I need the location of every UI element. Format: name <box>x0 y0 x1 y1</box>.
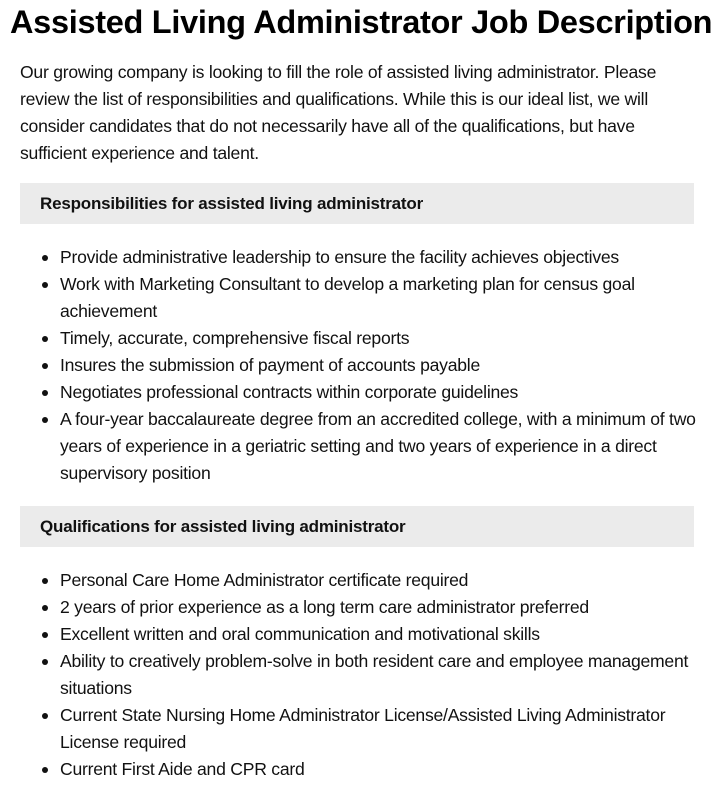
page-title: Assisted Living Administrator Job Description <box>10 4 713 40</box>
list-item <box>60 594 700 621</box>
list-item-text: Provide administrative leadership to ensure the facility achieves objectives <box>60 247 619 267</box>
bullet-icon <box>42 659 48 665</box>
list-item-text: Personal Care Home Administrator certificate required <box>60 570 469 590</box>
list-item-text: Work with Marketing Consultant to develop a marketing plan for census goal achievement <box>60 274 635 321</box>
list-item-text: Insures the submission of payment of accounts payable <box>60 355 480 375</box>
list-item <box>60 325 700 352</box>
responsibilities-list <box>20 244 700 487</box>
bullet-icon <box>42 336 48 342</box>
list-item-text: Current State Nursing Home Administrator License/Assisted Living Administrator License required <box>60 705 666 752</box>
bullet-icon <box>42 282 48 288</box>
responsibilities-heading: Responsibilities for assisted living administrator <box>40 193 423 213</box>
intro-paragraph: Our growing company is looking to fill the role of assisted living administrator. Please review the list of responsibilities and qualifications. While this is our ideal list, we will consider candidates that do not necessarily have all of the qualifications, but have sufficient experience and talent. <box>20 62 657 163</box>
list-item <box>60 244 700 271</box>
list-item <box>60 567 700 594</box>
qualifications-list <box>20 567 700 783</box>
list-item <box>60 352 700 379</box>
responsibilities-header <box>20 183 694 224</box>
bullet-icon <box>42 578 48 584</box>
list-item <box>60 406 700 487</box>
list-item-text: A four-year baccalaureate degree from an accredited college, with a minimum of two years of experience in a geriatric setting and two years of experience in a direct supervisory position <box>60 409 696 483</box>
bullet-icon <box>42 390 48 396</box>
bullet-icon <box>42 605 48 611</box>
list-item <box>60 271 700 325</box>
list-item-text: 2 years of prior experience as a long term care administrator preferred <box>60 597 589 617</box>
bullet-icon <box>42 417 48 423</box>
bullet-icon <box>42 255 48 261</box>
qualifications-heading: Qualifications for assisted living administrator <box>40 516 406 536</box>
list-item-text: Current First Aide and CPR card <box>60 759 305 779</box>
list-item <box>60 702 700 756</box>
bullet-icon <box>42 713 48 719</box>
list-item-text: Negotiates professional contracts within corporate guidelines <box>60 382 519 402</box>
bullet-icon <box>42 363 48 369</box>
list-item <box>60 621 700 648</box>
qualifications-header <box>20 506 694 547</box>
bullet-icon <box>42 767 48 773</box>
list-item <box>60 379 700 406</box>
list-item <box>60 756 700 783</box>
list-item-text: Timely, accurate, comprehensive fiscal reports <box>60 328 410 348</box>
bullet-icon <box>42 632 48 638</box>
list-item <box>60 648 700 702</box>
list-item-text: Ability to creatively problem-solve in both resident care and employee management situations <box>60 651 689 698</box>
list-item-text: Excellent written and oral communication and motivational skills <box>60 624 540 644</box>
